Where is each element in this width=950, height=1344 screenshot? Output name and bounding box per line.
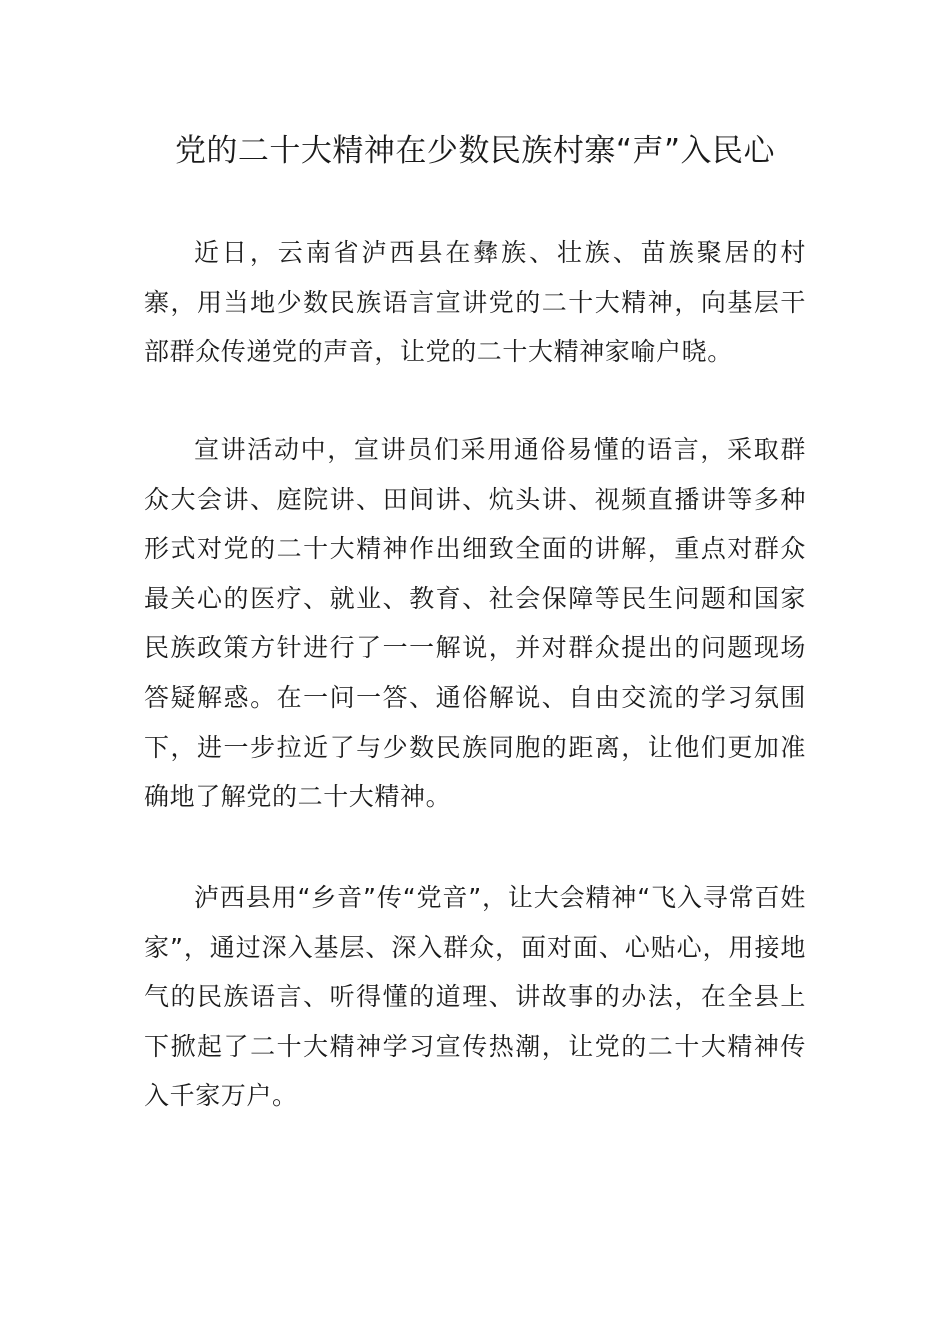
paragraph-2: 宣讲活动中，宣讲员们采用通俗易懂的语言，采取群众大会讲、庭院讲、田间讲、炕头讲、视频直播讲等多种形式对党的二十大精神作出细致全面的讲解，重点对群众最关心的医疗、就业、教育、社会保障等民生问题和国家民族政策方针进行了一一解说，并对群众提出的问题现场答疑解惑。在一问一答、通俗解说、自由交流的学习氛围下，进一步拉近了与少数民族同胞的距离，让他们更加准确地了解党的二十大精神。 (144, 435, 806, 812)
document-title: 党的二十大精神在少数民族村寨“声”入民心 (174, 133, 776, 169)
paragraph-3: 泸西县用“乡音”传“党音”，让大会精神“飞入寻常百姓家”，通过深入基层、深入群众，面对面、心贴心，用接地气的民族语言、听得懂的道理、讲故事的办法，在全县上下掀起了二十大精神学习宣传热潮，让党的二十大精神传入千家万户。 (144, 883, 806, 1111)
paragraph-1: 近日，云南省泸西县在彝族、壮族、苗族聚居的村寨，用当地少数民族语言宣讲党的二十大精神，向基层干部群众传递党的声音，让党的二十大精神家喻户晓。 (144, 238, 806, 367)
